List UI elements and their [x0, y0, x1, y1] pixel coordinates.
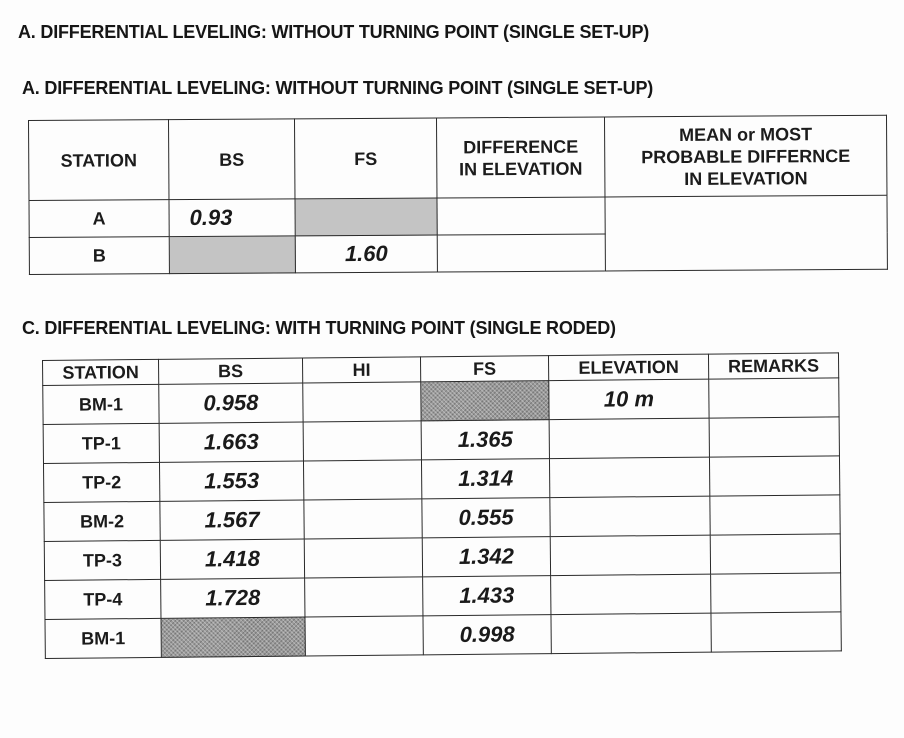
table-c-header-fs: FS [420, 356, 548, 382]
fs-cell: 0.998 [423, 615, 551, 655]
remarks-cell [710, 534, 840, 574]
hi-cell [304, 499, 422, 539]
elevation-cell [550, 496, 710, 537]
table-a-header-mean [604, 115, 886, 197]
table-c-header-station: STATION [43, 359, 159, 385]
hi-cell [304, 538, 422, 578]
elevation-cell [549, 418, 709, 459]
table-a-header-difference [436, 117, 604, 198]
station-cell: TP-1 [43, 423, 159, 463]
fs-cell: 1.314 [421, 459, 549, 499]
table-a-header-fs: FS [294, 118, 436, 199]
station-cell: BM-2 [44, 501, 160, 541]
difference-cell [437, 234, 605, 272]
hi-cell [303, 421, 421, 461]
fs-cell: 1.433 [423, 576, 551, 616]
station-cell: TP-2 [43, 462, 159, 502]
elevation-cell [549, 457, 709, 498]
hi-cell [305, 616, 423, 656]
fs-cell: 1.60 [295, 235, 437, 273]
difference-cell [437, 197, 605, 235]
table-a-header-bs: BS [169, 119, 295, 200]
remarks-cell [711, 612, 841, 652]
table-a-header-row [29, 115, 887, 200]
fs-cell: 0.555 [422, 498, 550, 538]
station-cell: BM-1 [45, 618, 161, 658]
fs-cell: 1.365 [421, 420, 549, 460]
fs-cell: 1.342 [422, 537, 550, 577]
table-row [45, 612, 841, 659]
elevation-cell [551, 574, 711, 615]
mean-header-line3: IN ELEVATION [684, 167, 808, 189]
bs-cell: 1.553 [159, 461, 303, 501]
table-c-header-remarks: REMARKS [708, 353, 838, 379]
remarks-cell [709, 456, 839, 496]
table-a [28, 115, 888, 275]
station-cell: TP-3 [44, 540, 160, 580]
table-c-header-hi: HI [302, 357, 420, 383]
diff-header-line2: IN ELEVATION [459, 158, 583, 179]
bs-cell-shaded [161, 617, 305, 657]
remarks-cell [711, 573, 841, 613]
table-c-header-bs: BS [158, 358, 302, 384]
station-cell: TP-4 [45, 579, 161, 619]
hi-cell [303, 460, 421, 500]
bs-cell-shaded [169, 236, 295, 274]
bs-cell: 0.958 [159, 383, 303, 423]
bs-cell: 1.418 [160, 539, 304, 579]
top-heading: A. DIFFERENTIAL LEVELING: WITHOUT TURNING POINT (SINGLE SET-UP) [18, 22, 650, 42]
bs-cell: 1.567 [160, 500, 304, 540]
bs-cell: 1.728 [161, 578, 305, 618]
hi-cell [303, 382, 421, 422]
elevation-cell [550, 535, 710, 576]
mean-header-line2: PROBABLE DIFFERNCE [641, 145, 851, 167]
station-cell: B [29, 237, 169, 275]
table-c [42, 352, 842, 659]
table-row [29, 195, 887, 237]
station-cell: BM-1 [43, 384, 159, 424]
fs-cell-shaded [421, 381, 549, 421]
bs-cell: 0.93 [169, 199, 295, 237]
station-cell: A [29, 200, 169, 238]
table-c-header-elevation: ELEVATION [548, 354, 708, 381]
elevation-cell [551, 613, 711, 654]
diff-header-line1: DIFFERENCE [463, 136, 579, 157]
hi-cell [305, 577, 423, 617]
table-a-header-station: STATION [29, 120, 169, 201]
mean-cell [605, 195, 887, 271]
section-c-heading: C. DIFFERENTIAL LEVELING: WITH TURNING POINT (SINGLE RODED) [22, 318, 616, 338]
remarks-cell [709, 378, 839, 418]
elevation-cell: 10 m [549, 379, 709, 420]
section-a-heading: A. DIFFERENTIAL LEVELING: WITHOUT TURNING POINT (SINGLE SET-UP) [22, 78, 654, 98]
fs-cell-shaded [295, 198, 437, 236]
remarks-cell [709, 417, 839, 457]
bs-cell: 1.663 [159, 422, 303, 462]
mean-header-line1: MEAN or MOST [679, 123, 813, 145]
remarks-cell [710, 495, 840, 535]
